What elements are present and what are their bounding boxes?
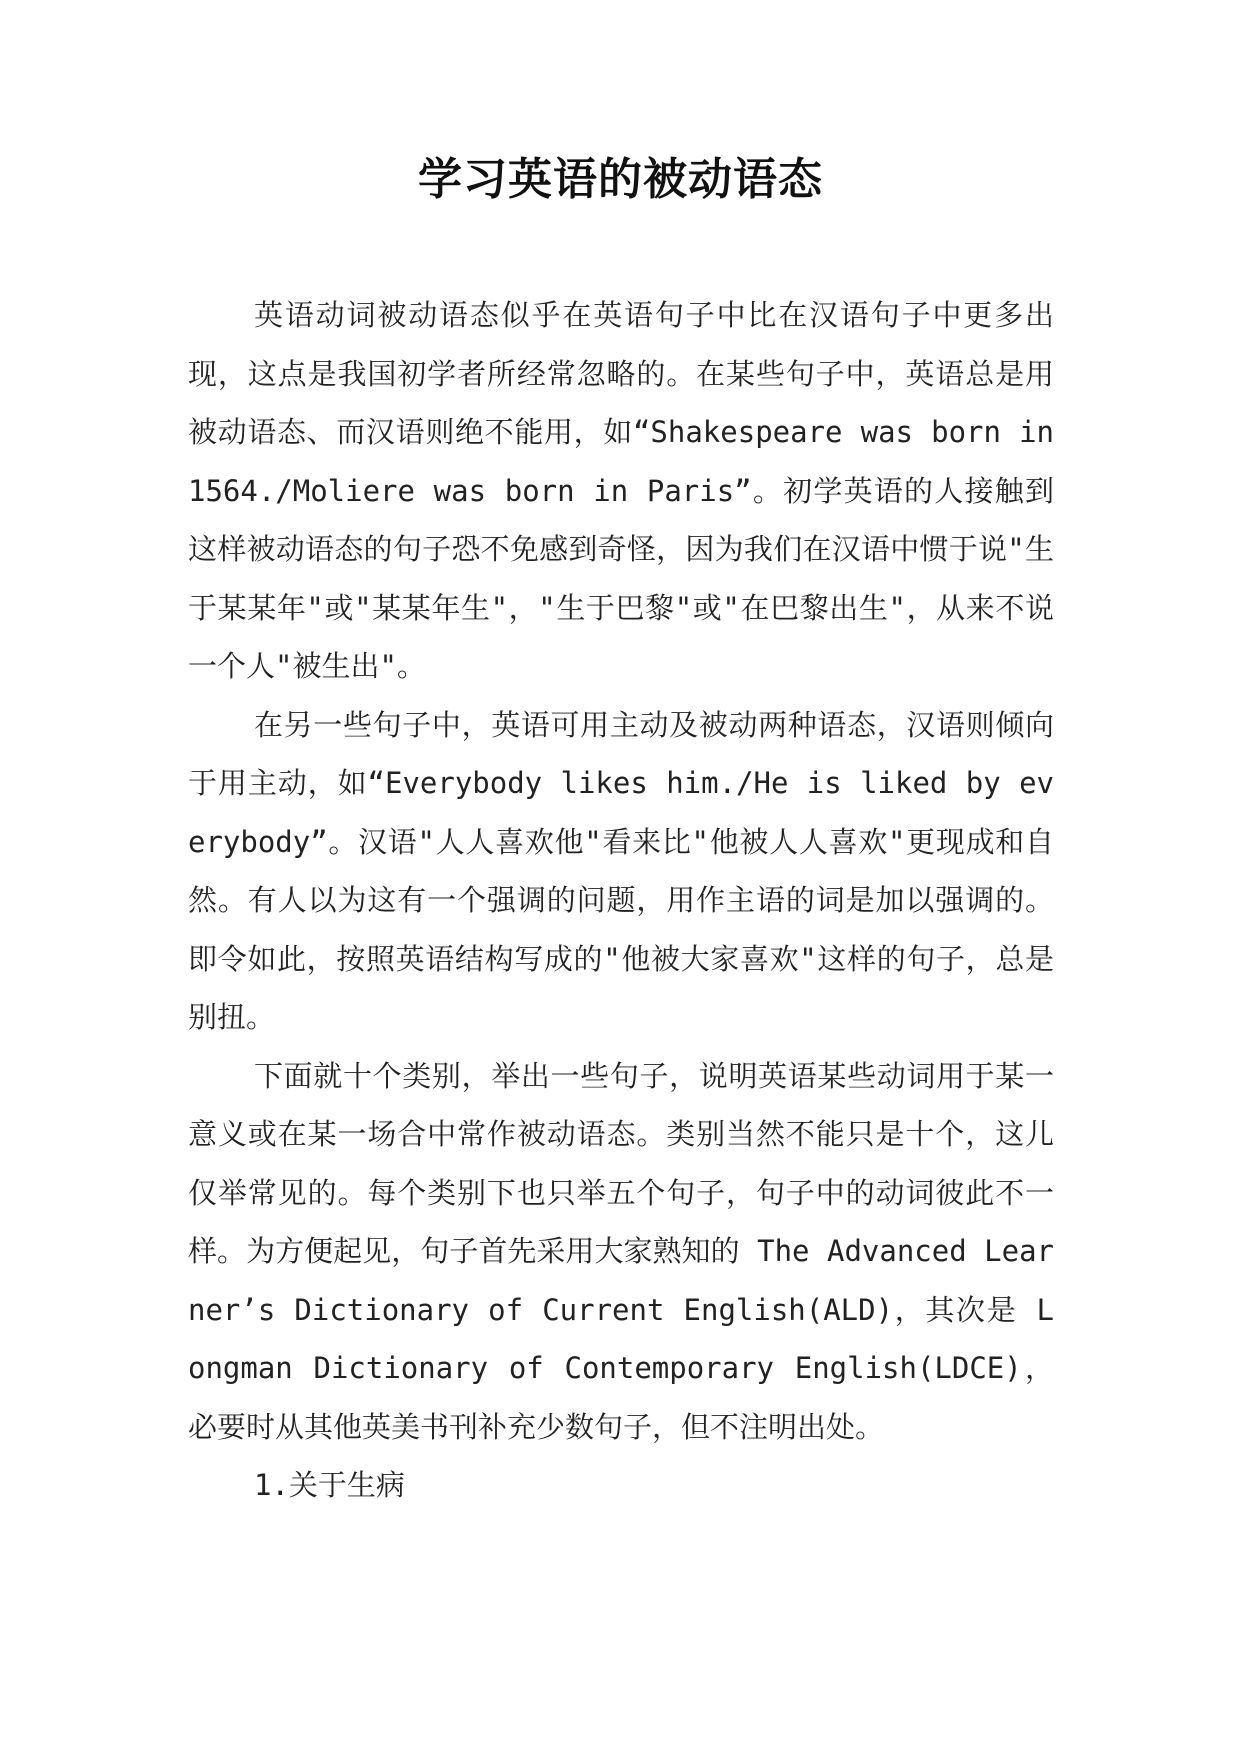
document-body (188, 286, 1054, 1515)
paragraph-1: 英语动词被动语态似乎在英语句子中比在汉语句子中更多出现，这点是我国初学者所经常忽略的。在某些句子中，英语总是用被动语态、而汉语则绝不能用，如“Shakespeare was born in 1564./Moliere was born in Paris”。初学英语的人接触到这样被动语态的句子恐不免感到奇怪，因为我们在汉语中惯于说"生于某某年"或"某某年生"，"生于巴黎"或"在巴黎出生"，从来不说一个人"被生出"。 (188, 298, 1054, 683)
paragraph-2: 在另一些句子中，英语可用主动及被动两种语态，汉语则倾向于用主动，如“Everybody likes him./He is liked by everybody”。汉语"人人喜欢他"看来比"他被人人喜欢"更现成和自然。有人以为这有一个强调的问题，用作主语的词是加以强调的。即令如此，按照英语结构写成的"他被大家喜欢"这样的句子，总是别扭。 (188, 707, 1054, 1034)
section-heading: 1.关于生病 (254, 1468, 405, 1502)
document-title: 学习英语的被动语态 (418, 154, 823, 205)
paragraph-3: 下面就十个类别，举出一些句子，说明英语某些动词用于某一意义或在某一场合中常作被动语态。类别当然不能只是十个，这儿仅举常见的。每个类别下也只举五个句子，句子中的动词彼此不一样。为方便起见，句子首先采用大家熟知的 The Advanced Learner’s Dictionary of Current English(ALD)，其次是 Longman Dictionary of Contemporary English(LDCE)，必要时从其他英美书刊补充少数句子，但不注明出处。 (188, 1058, 1054, 1444)
